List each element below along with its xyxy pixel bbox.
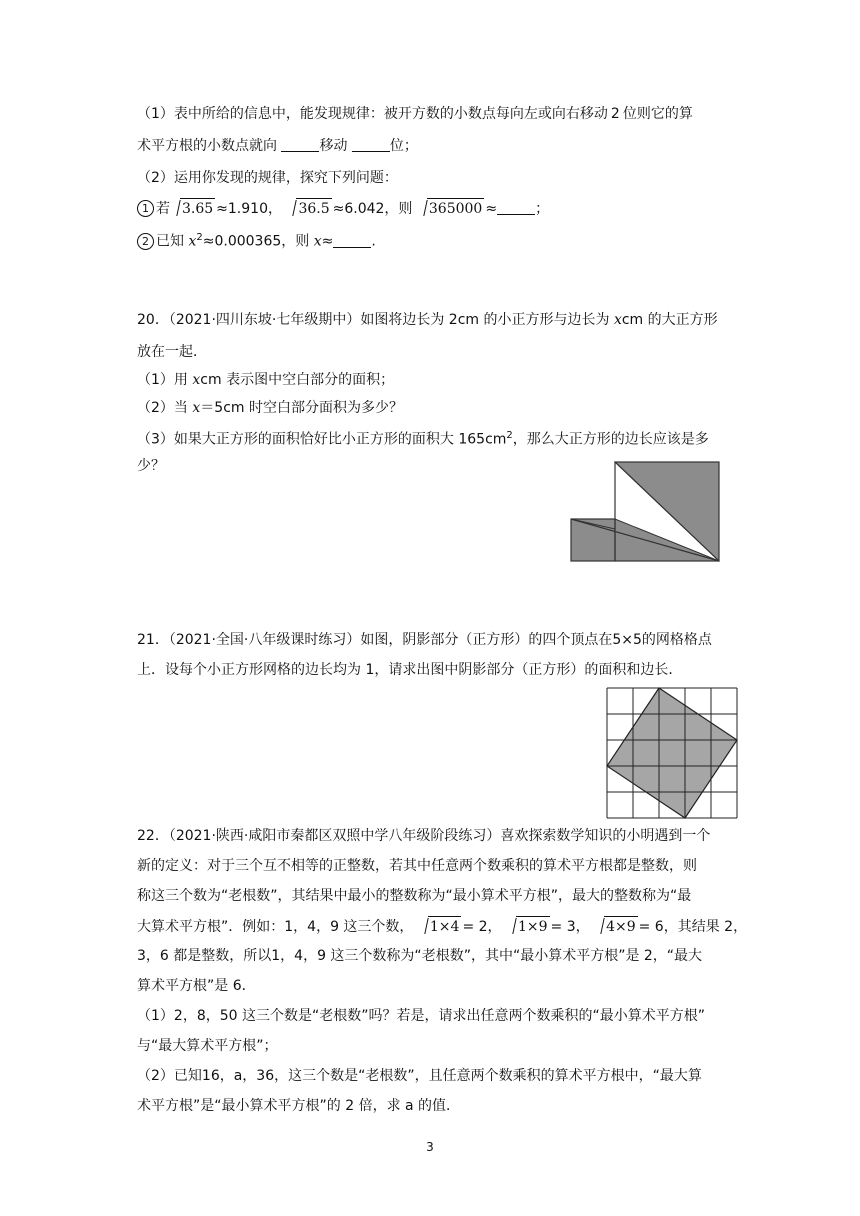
q22-stem-line1	[137, 826, 710, 846]
text: 已知	[156, 233, 184, 250]
radicand: 4×9	[604, 916, 638, 937]
q19-item1	[137, 198, 549, 219]
variable: x	[192, 372, 201, 388]
text: 2	[610, 106, 620, 122]
q20-stem-line2	[137, 342, 207, 362]
text: （3）如果大正方形的面积恰好比小正方形的面积大 165cm	[137, 431, 507, 448]
answer-blank-sqrt[interactable]	[497, 200, 535, 215]
page-number: 3	[426, 1140, 434, 1154]
text: ≈0.000365，则	[202, 233, 310, 250]
q20-stem-line1	[137, 310, 718, 330]
q21-grid-figure	[606, 687, 738, 819]
text: 若	[156, 201, 170, 217]
variable: x	[313, 233, 322, 250]
text: （1）用	[137, 372, 188, 388]
text: 新的定义：对于三个互不相等的正整数，若其中任意两个数乘积的算术平方根都是整数，则	[137, 858, 697, 874]
q22-sub1-line2	[137, 1036, 278, 1056]
variable: x	[613, 312, 622, 328]
sqrt-symbol	[418, 198, 484, 219]
text: （2）已知16，a，36，这三个数是“老根数”，且任意两个数乘积的算术平方根中，“最大算	[137, 1068, 702, 1084]
text: 20．（2021·四川东坡·七年级期中）如图将边长为 2cm 的小正方形与边长为	[137, 312, 610, 328]
radicand: 365000	[427, 198, 484, 219]
text: 大算术平方根”．例如：1，4，9 这三个数，	[137, 919, 414, 935]
sqrt-symbol	[287, 198, 331, 219]
q22-stem-line5	[137, 946, 702, 966]
text: = 6，其结果 2，	[638, 919, 748, 935]
text: （2）运用你发现的规律，探究下列问题：	[137, 170, 398, 186]
q21-stem-line2	[137, 660, 682, 680]
text: cm 的大正方形	[621, 312, 718, 328]
text: 少？	[137, 458, 165, 474]
answer-blank-digits[interactable]	[352, 137, 390, 152]
shaded-square	[607, 688, 737, 818]
text: 位则它的算	[622, 106, 693, 122]
radicand: 1×9	[516, 916, 550, 937]
sqrt-symbol	[419, 916, 462, 937]
text: （1）2，8，50 这三个数是“老根数”吗？若是，请求出任意两个数乘积的“最小算术平方根”	[137, 1008, 705, 1024]
text: .	[371, 233, 376, 250]
text: 上．设每个小正方形网格的边长均为 1，请求出图中阴影部分（正方形）的面积和边长．	[137, 662, 683, 678]
q19-part2	[137, 168, 398, 188]
text: ≈1.910，	[216, 201, 282, 217]
q22-sub2-line2	[137, 1096, 460, 1116]
text: = 2，	[462, 919, 502, 935]
answer-blank-direction[interactable]	[281, 137, 319, 152]
q19-part1-line1	[137, 104, 693, 124]
text: 放在一起．	[137, 344, 207, 360]
q22-stem-line6	[137, 976, 256, 996]
superscript: 2	[506, 430, 513, 441]
q20-sub2	[137, 398, 403, 418]
q20-sub3-line2	[137, 456, 165, 476]
q20-sub1	[137, 370, 394, 390]
q22-sub1-line1	[137, 1006, 705, 1026]
superscript: 2	[196, 232, 203, 243]
q21-stem-line1	[137, 630, 712, 650]
text: ≈	[485, 201, 498, 217]
text: 3，6 都是整数，所以1，4，9 这三个数称为“老根数”，其中“最小算术平方根”是 2，“最大	[137, 948, 703, 964]
text: 算术平方根”是 6．	[137, 978, 256, 994]
text: = 3，	[550, 919, 590, 935]
text: ≈6.042，则	[332, 201, 413, 217]
sqrt-symbol	[595, 916, 638, 937]
text: 位；	[389, 138, 418, 154]
text: 术平方根”是“最小算术平方根”的 2 倍，求 a 的值．	[137, 1098, 461, 1114]
text: ；	[535, 201, 550, 217]
text: （1）表中所给的信息中，能发现规律：被开方数的小数点每向左或向右移动	[137, 106, 608, 122]
sqrt-symbol	[171, 198, 215, 219]
variable: x	[192, 400, 201, 416]
text: 称这三个数为“老根数”，其结果中最小的整数称为“最小算术平方根”，最大的整数称为“最	[137, 888, 692, 904]
q22-sub2-line1	[137, 1066, 702, 1086]
text: ＝5cm 时空白部分面积为多少？	[200, 400, 403, 416]
text: ≈	[321, 233, 334, 250]
text: 22．（2021·陕西·咸阳市秦都区双照中学八年级阶段练习）喜欢探索数学知识的小明遇到一个	[137, 828, 711, 844]
text: （2）当	[137, 400, 188, 416]
text: cm 表示图中空白部分的面积；	[200, 372, 395, 388]
answer-blank-x[interactable]	[333, 233, 371, 248]
radicand: 36.5	[296, 198, 331, 219]
q20-sub3-line1	[137, 426, 709, 450]
circled-number: 1	[137, 200, 154, 217]
q19-part1-line2	[137, 136, 418, 156]
q22-stem-line2	[137, 856, 697, 876]
text: 术平方根的小数点就向	[137, 138, 277, 154]
sqrt-symbol	[507, 916, 550, 937]
radicand: 1×4	[428, 916, 462, 937]
radicand: 3.65	[180, 198, 215, 219]
circled-number: 2	[137, 233, 154, 250]
text: 21．（2021·全国·八年级课时练习）如图，阴影部分（正方形）的四个顶点在5×5的网格格点	[137, 632, 712, 648]
q22-stem-line4	[137, 916, 747, 937]
text: 移动	[319, 138, 348, 154]
q22-stem-line3	[137, 886, 691, 906]
q20-figure	[568, 459, 728, 569]
text: 与“最大算术平方根”；	[137, 1038, 278, 1054]
variable: x	[188, 233, 197, 250]
q19-item2	[137, 228, 376, 252]
text: ，那么大正方形的边长应该是多	[512, 431, 709, 448]
